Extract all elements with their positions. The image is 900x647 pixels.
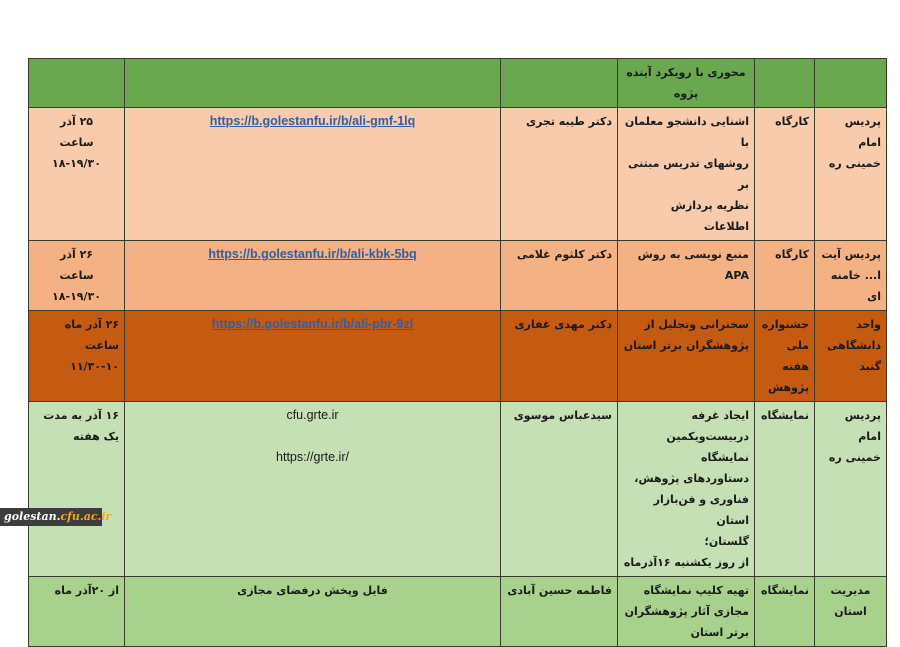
link-cell: [125, 402, 501, 577]
title-line: اشنایی دانشجو معلمان با: [624, 115, 749, 149]
title-line: مجازی آثار پژوهشگران: [624, 605, 749, 618]
campus-line: خمینی ره: [828, 451, 881, 464]
type-cell: نمایشگاه: [755, 402, 815, 577]
session-link[interactable]: https://b.golestanfu.ir/b/ali-kbk-5bq: [208, 247, 417, 261]
date-line: ۲۶ آذر ماه ساعت: [64, 318, 119, 352]
campus-line: گنبد: [859, 360, 881, 373]
presenter-cell: دکتر مهدی غفاری: [501, 311, 618, 402]
type-line: ملی هفته: [782, 339, 809, 373]
campus-line: پردیس امام: [844, 115, 881, 149]
table-row: [29, 402, 887, 577]
watermark-part2: cfu.ac.ir: [60, 510, 112, 523]
title-line: برتر استان: [690, 626, 749, 639]
title-cell: [618, 311, 755, 402]
title-cell: [618, 108, 755, 241]
title-line: دربیست‌ویکمین نمایشگاه: [666, 430, 749, 464]
title-line: محوری با رویکرد آینده: [626, 66, 746, 79]
campus-cell: [815, 311, 887, 402]
title-line: پژوه: [673, 87, 699, 100]
campus-line: پردیس امام: [844, 409, 881, 443]
title-line: پژوهشگران برتر استان: [623, 339, 749, 352]
table-row: [29, 577, 887, 647]
campus-cell: [815, 402, 887, 577]
title-line: تهیه کلیپ نمایشگاه: [643, 584, 749, 597]
date-line: ۲۵ آذر: [59, 115, 93, 128]
title-line: ایجاد غرفه: [691, 409, 749, 422]
title-line: سخنرانی وتجلیل از: [644, 318, 749, 331]
type-cell: نمایشگاه: [755, 577, 815, 647]
type-cell: [755, 59, 815, 108]
date-cell: [29, 311, 125, 402]
presenter-cell: سیدعباس موسوی: [501, 402, 618, 577]
type-cell: کارگاه: [755, 108, 815, 241]
title-cell: منبع نویسی به روش APA: [618, 241, 755, 311]
type-cell: کارگاه: [755, 241, 815, 311]
table-row: [29, 311, 887, 402]
type-line: جشنواره: [761, 318, 809, 331]
campus-cell: [815, 108, 887, 241]
date-cell: از ۲۰آذر ماه: [29, 577, 125, 647]
title-cell: [618, 577, 755, 647]
title-line: از روز یکشنبه ۱۶آذرماه: [623, 556, 749, 569]
link-cell: [125, 311, 501, 402]
campus-cell: [815, 577, 887, 647]
campus-line: دانشگاهی: [826, 339, 881, 352]
date-line: ساعت ۱۹/۳۰-۱۸: [52, 136, 101, 170]
site-watermark: [0, 508, 112, 526]
title-line: دستاوردهای پژوهش،: [634, 472, 749, 485]
table-row: [29, 241, 887, 311]
date-line: ۱۱/۳۰-۱۰: [70, 360, 119, 373]
title-cell: [618, 402, 755, 577]
campus-line: پردیس آیت: [821, 248, 881, 261]
presenter-cell: [501, 59, 618, 108]
site-link[interactable]: https://grte.ir/: [276, 450, 349, 464]
type-line: پژوهش: [768, 381, 809, 394]
table-row: [29, 108, 887, 241]
link-cell: [125, 59, 501, 108]
session-link[interactable]: https://b.golestanfu.ir/b/ali-pbr-9zl: [211, 317, 414, 331]
watermark-part1: golestan.: [4, 510, 61, 523]
campus-line: استان: [834, 605, 867, 618]
title-line: روشهای تدریس مبتنی بر: [627, 157, 749, 191]
campus-line: خمینی ره: [828, 157, 881, 170]
date-cell: [29, 241, 125, 311]
link-cell: [125, 108, 501, 241]
campus-line: ا... خامنه ای: [830, 269, 881, 303]
campus-line: واحد: [856, 318, 881, 331]
date-cell: [29, 108, 125, 241]
title-cell: [618, 59, 755, 108]
title-line: فناوری و فن‌بازار استان: [653, 493, 749, 527]
date-line: یک هفته: [73, 430, 119, 443]
events-table: [28, 58, 887, 647]
presenter-cell: فاطمه حسین آبادی: [501, 577, 618, 647]
session-link[interactable]: https://b.golestanfu.ir/b/ali-gmf-1lq: [209, 114, 416, 128]
date-line: ۱۶ آذر به مدت: [43, 409, 119, 422]
table-row: [29, 59, 887, 108]
date-line: ۲۶ آذر: [59, 248, 93, 261]
link-cell: فایل وپخش درفضای مجازی: [125, 577, 501, 647]
campus-cell: [815, 59, 887, 108]
campus-cell: [815, 241, 887, 311]
presenter-cell: دکتر کلثوم غلامی: [501, 241, 618, 311]
site-link[interactable]: cfu.grte.ir: [286, 408, 339, 422]
title-line: نظریه پردازش اطلاعات: [670, 199, 749, 233]
date-cell: [29, 402, 125, 577]
campus-line: مدیریت: [830, 584, 871, 597]
title-line: گلستان؛: [704, 535, 749, 548]
type-cell: [755, 311, 815, 402]
date-cell: [29, 59, 125, 108]
presenter-cell: دکتر طیبه تجری: [501, 108, 618, 241]
link-cell: [125, 241, 501, 311]
date-line: ساعت ۱۹/۳۰-۱۸: [52, 269, 101, 303]
